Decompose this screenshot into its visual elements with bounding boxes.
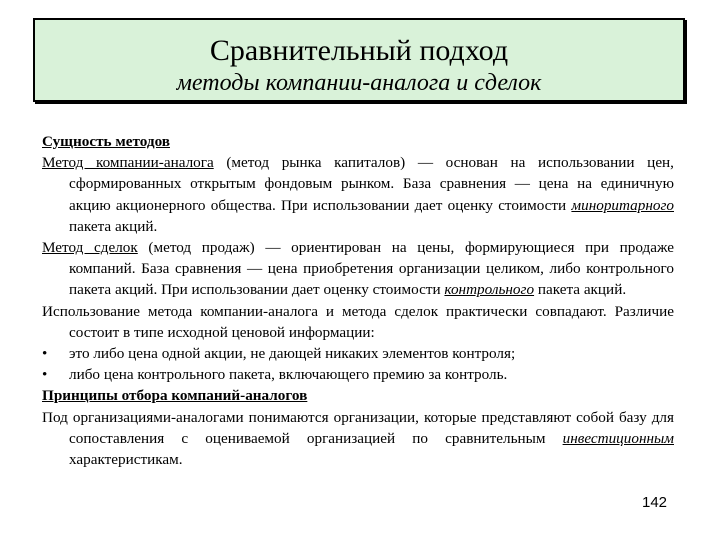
paragraph-usage: Использование метода компании-аналога и метода сделок практически совпадают. Различие состоит в типе исходной ценовой информации: — [42, 302, 674, 341]
list-item: • либо цена контрольного пакета, включающего премию за контроль. — [42, 364, 674, 385]
section-heading-essence: Сущность методов — [42, 133, 170, 150]
title-box — [33, 18, 685, 102]
bullet-icon: • — [42, 366, 48, 384]
paragraph-analog-method: Метод компании-аналога (метод рынка капиталов) — основан на использовании цен, сформированных открытым фондовым рынком. База сравнения — цена на единичную акцию акционерного общества. При использовании дает оценку стоимости миноритарного пакета акций. — [42, 154, 674, 235]
term-analog-method: Метод компании-аналога — [42, 154, 214, 172]
slide-title: Сравнительный подход — [209, 34, 509, 67]
slide-subtitle: методы компании-аналога и сделок — [176, 70, 542, 96]
emphasis-minority: миноритарного — [571, 196, 674, 214]
emphasis-controlling: контрольного — [444, 281, 535, 299]
section-heading-principles: Принципы отбора компаний-аналогов — [42, 387, 308, 405]
page-number: 142 — [642, 494, 668, 511]
term-deals-method: Метод сделок — [42, 239, 138, 257]
list-item: • это либо цена одной акции, не дающей никаких элементов контроля; — [42, 343, 674, 364]
slide-content — [42, 131, 674, 470]
paragraph-deals-method: Метод сделок (метод продаж) — ориентирован на цены, формирующиеся при продаже компаний. База сравнения — цена приобретения организации целиком, либо контрольного пакета акций. При использовании дает оценку стоимости контрольного пакета акций. — [42, 239, 674, 299]
paragraph-analog-definition: Под организациями-аналогами понимаются организации, которые представляют собой базу для сопоставления с оцениваемой организацией по сравнительным инвестиционным характеристикам. — [42, 408, 674, 469]
bullet-icon: • — [42, 345, 48, 363]
emphasis-investment: инвестиционным — [562, 429, 674, 447]
